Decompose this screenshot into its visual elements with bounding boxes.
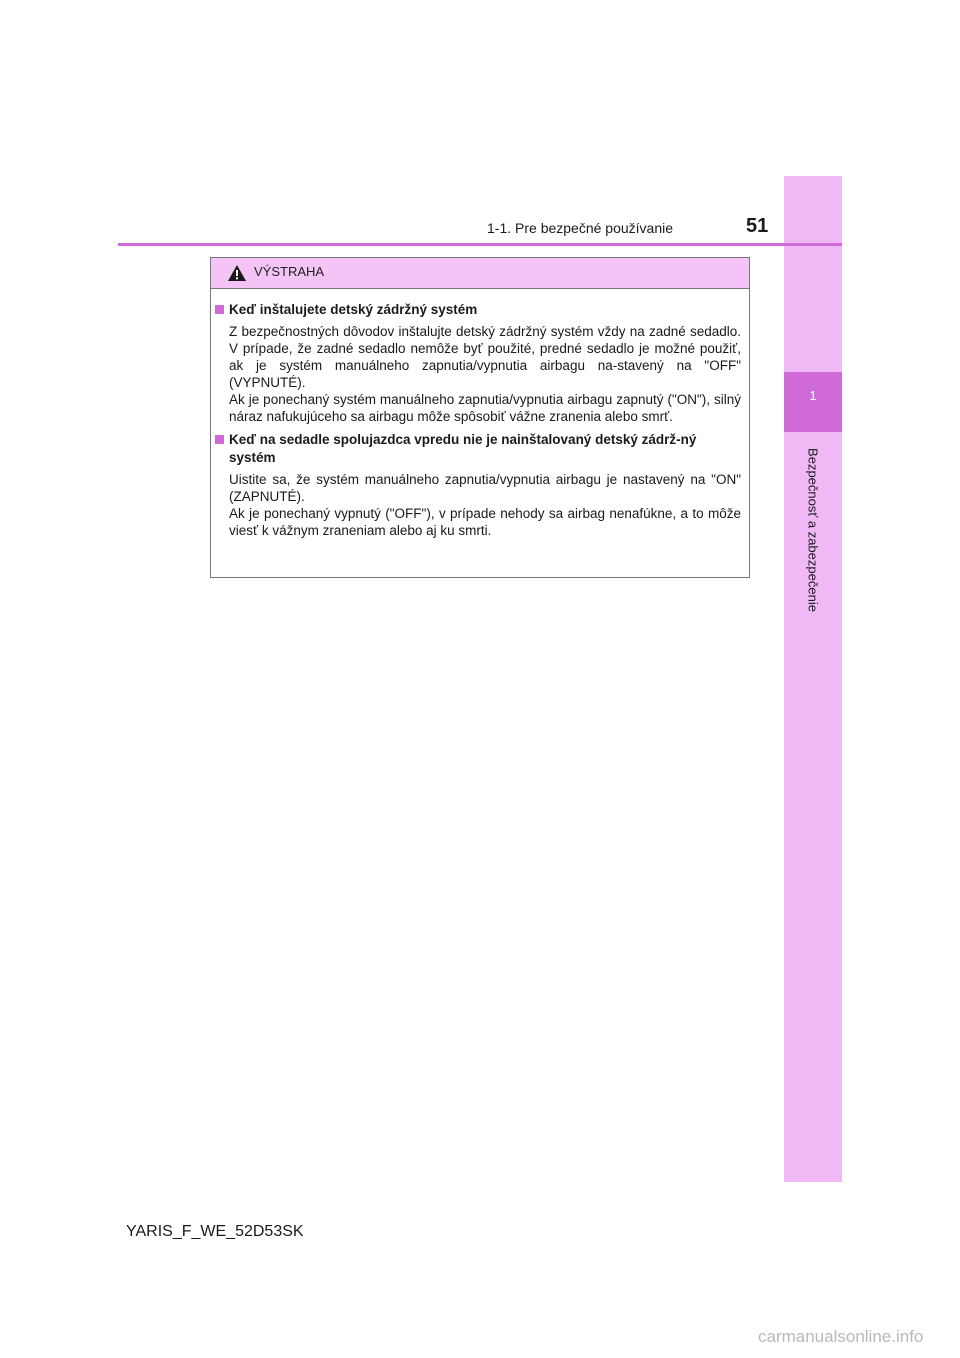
page-number: 51 <box>746 215 769 237</box>
warning-header <box>211 258 749 289</box>
section-title: 1-1. Pre bezpečné používanie <box>487 220 674 236</box>
document-code: YARIS_F_WE_52D53SK <box>126 1223 304 1240</box>
warning-item <box>215 301 741 425</box>
warning-item-text <box>229 471 741 539</box>
header-divider <box>118 243 842 246</box>
chapter-label: Bezpečnosť a zabezpečenie <box>805 448 821 612</box>
warning-item-text <box>229 323 741 425</box>
chapter-number: 1 <box>809 388 817 403</box>
warning-item-heading <box>215 301 741 319</box>
warning-body <box>211 289 749 539</box>
bullet-square-icon <box>215 305 224 314</box>
warning-box <box>210 257 750 578</box>
watermark: carmanualsonline.info <box>758 1327 924 1346</box>
warning-paragraph: Ak je ponechaný vypnutý ("OFF"), v prípade nehody sa airbag nenafúkne, a to môže viesť k vážnym zraneniam alebo aj ku smrti. <box>229 506 741 538</box>
warning-item-heading <box>215 431 741 467</box>
warning-item-title: Keď inštalujete detský zádržný systém <box>229 302 478 317</box>
warning-paragraph: Ak je ponechaný systém manuálneho zapnutia/vypnutia airbagu zapnutý ("ON"), silný náraz nafukujúceho sa airbagu môže spôsobiť vážne zranenia alebo smrť. <box>229 392 741 424</box>
bullet-square-icon <box>215 435 224 444</box>
warning-triangle-icon <box>227 264 247 282</box>
chapter-side-tab <box>784 176 842 1182</box>
warning-title: VÝSTRAHA <box>254 264 325 279</box>
warning-paragraph: Z bezpečnostných dôvodov inštalujte detský zádržný systém vždy na zadné sedadlo. V prípade, že zadné sedadlo nemôže byť použité, predné sedadlo je možné použiť, ak je systém manuálneho zapnutia/vypnutia airbagu na-stavený na "OFF" (VYPNUTÉ). <box>229 324 741 390</box>
warning-item-title: Keď na sedadle spolujazdca vpredu nie je nainštalovaný detský zádrž-ný systém <box>229 432 697 465</box>
warning-item <box>215 431 741 539</box>
warning-paragraph: Uistite sa, že systém manuálneho zapnutia/vypnutia airbagu je nastavený na "ON" (ZAPNUTÉ). <box>229 472 741 504</box>
